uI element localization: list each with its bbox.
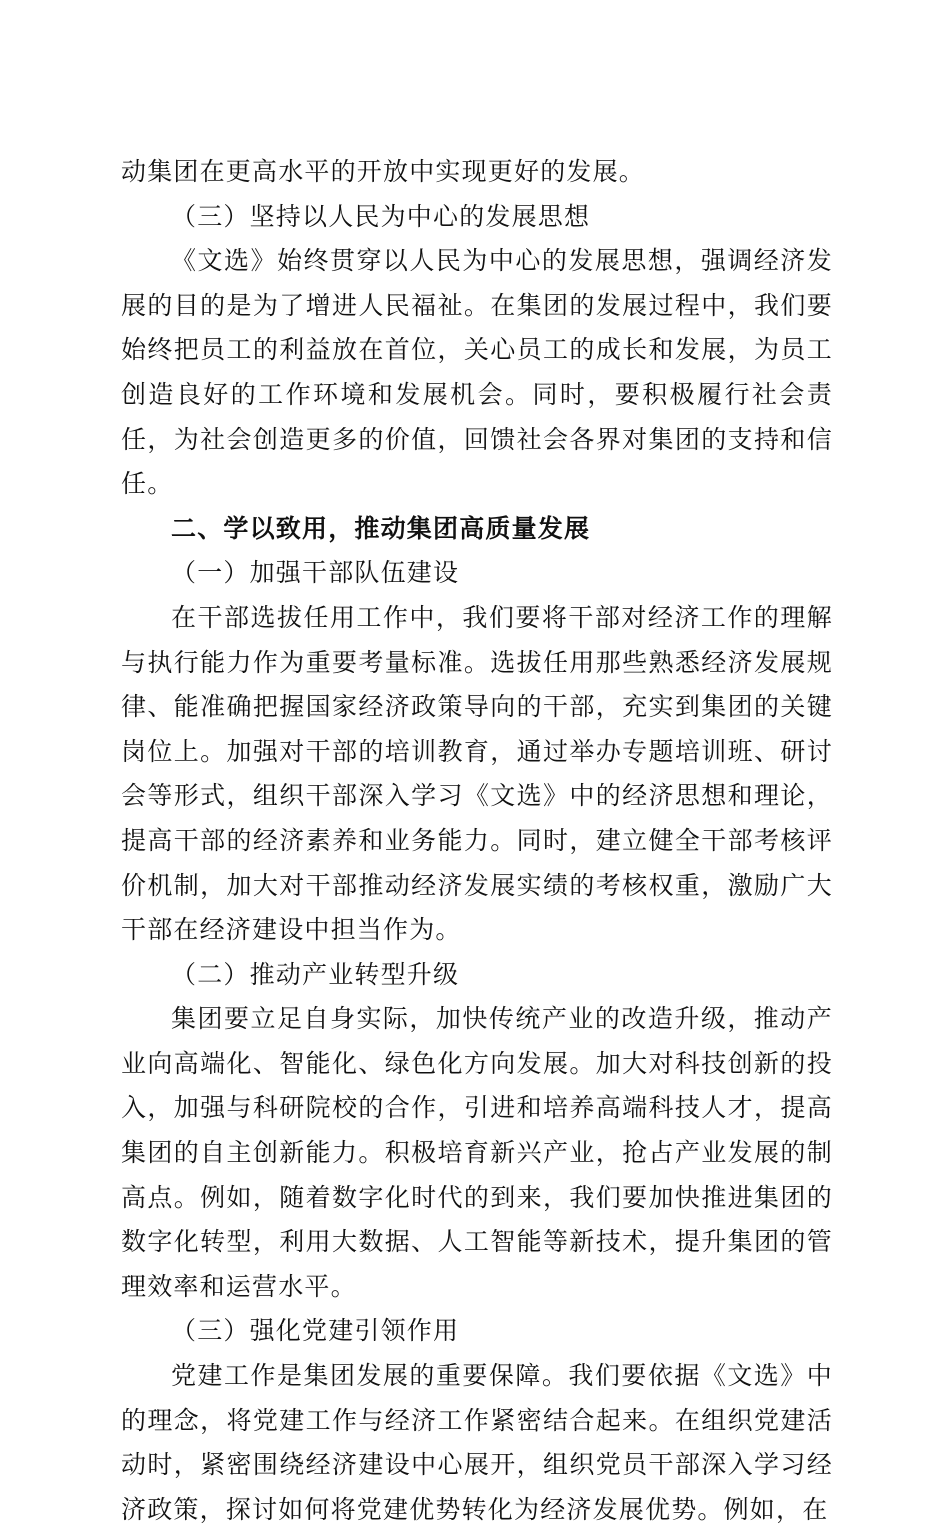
document-body bbox=[121, 150, 833, 1532]
paragraph-continuation: 动集团在更高水平的开放中实现更好的发展。 bbox=[121, 157, 646, 186]
subheading-cadre-team: （一）加强干部队伍建设 bbox=[171, 558, 460, 588]
paragraph-cadre-team: 在干部选拔任用工作中，我们要将干部对经济工作的理解与执行能力作为重要考量标准。选拔任用那些熟悉经济发展规律、能准确把握国家经济政策导向的干部，充实到集团的关键岗位上。加强对干部的培训教育，通过举办专题培训班、研讨会等形式，组织干部深入学习《文选》中的经济思想和理论，提高干部的经济素养和业务能力。同时，建立健全干部考核评价机制，加大对干部推动经济发展实绩的考核权重，激励广大干部在经济建设中担当作为。 bbox=[121, 602, 833, 945]
subheading-industry-upgrade: （二）推动产业转型升级 bbox=[171, 959, 460, 989]
paragraph-industry-upgrade: 集团要立足自身实际，加快传统产业的改造升级，推动产业向高端化、智能化、绿色化方向发展。加大对科技创新的投入，加强与科研院校的合作，引进和培养高端科技人才，提高集团的自主创新能力。积极培育新兴产业，抢占产业发展的制高点。例如，随着数字化时代的到来，我们要加快推进集团的数字化转型，利用大数据、人工智能等新技术，提升集团的管理效率和运营水平。 bbox=[121, 1004, 833, 1301]
paragraph-party-building: 党建工作是集团发展的重要保障。我们要依据《文选》中的理念，将党建工作与经济工作紧密结合起来。在组织党建活动时，紧密围绕经济建设中心展开，组织党员干部深入学习经济政策，探讨如何将党建优势转化为经济发展优势。例如，在 bbox=[121, 1361, 833, 1524]
section-heading-application: 二、学以致用，推动集团高质量发展 bbox=[171, 513, 591, 543]
subheading-party-building: （三）强化党建引领作用 bbox=[171, 1316, 460, 1346]
paragraph-people-centered: 《文选》始终贯穿以人民为中心的发展思想，强调经济发展的目的是为了增进人民福祉。在集团的发展过程中，我们要始终把员工的利益放在首位，关心员工的成长和发展，为员工创造良好的工作环境和发展机会。同时，要积极履行社会责任，为社会创造更多的价值，回馈社会各界对集团的支持和信任。 bbox=[121, 246, 833, 499]
subheading-people-centered: （三）坚持以人民为中心的发展思想 bbox=[171, 201, 591, 231]
